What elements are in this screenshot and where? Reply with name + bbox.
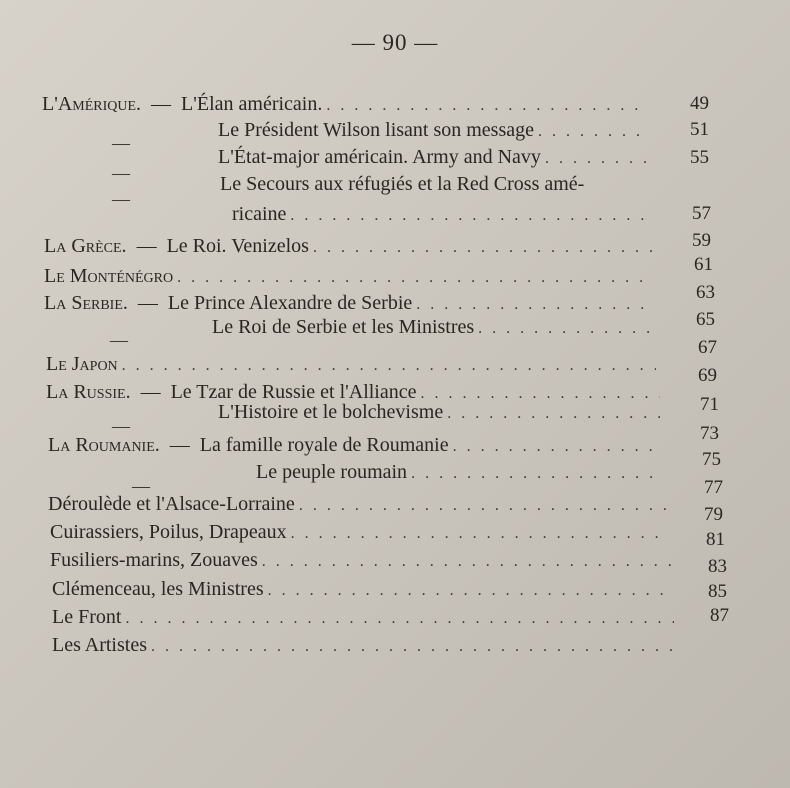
- toc-entry: [44, 264, 660, 290]
- entry-title: Clémenceau, les Ministres: [52, 578, 264, 600]
- toc-entry: [212, 315, 664, 341]
- dot-leader: [478, 317, 656, 341]
- dot-leader: [313, 236, 652, 260]
- entry-title: Le Roi de Serbie et les Ministres: [212, 316, 475, 338]
- toc-entry: [218, 118, 655, 144]
- country-name: La Grèce.: [44, 235, 127, 257]
- entry-title: Le Roi. Venizelos: [166, 235, 309, 257]
- entry-title: Les Artistes: [52, 634, 147, 656]
- separator-dash: —: [140, 381, 161, 403]
- entry-title: Le Président Wilson lisant son message: [218, 119, 535, 141]
- dot-leader: [538, 120, 647, 144]
- dot-leader: [262, 550, 672, 574]
- page-ref: 71: [700, 394, 719, 415]
- dot-leader: [411, 462, 664, 486]
- country-name: L'Amérique.: [42, 93, 142, 115]
- toc-entry: [232, 202, 660, 228]
- dot-leader: [299, 494, 668, 518]
- ditto-dash: —: [112, 416, 130, 436]
- entry-title: Le Prince Alexandre de Serbie: [167, 292, 413, 314]
- entry-title: L'Histoire et le bolchevisme: [218, 401, 444, 423]
- page-ref: 81: [706, 529, 725, 550]
- page-ref: 59: [692, 230, 711, 251]
- country-name: Le Monténégro: [44, 265, 174, 287]
- entry-title: Le peuple roumain: [256, 461, 408, 483]
- dot-leader: [122, 354, 656, 378]
- dot-leader: [291, 522, 668, 546]
- toc-entry: [52, 605, 682, 631]
- toc-entry: [42, 92, 655, 118]
- country-name: Le Japon: [46, 353, 118, 375]
- page-ref: 69: [698, 365, 717, 386]
- page-ref: 83: [708, 556, 727, 577]
- toc-entry: [50, 548, 680, 574]
- ditto-dash: —: [112, 133, 130, 153]
- toc-entry: [220, 172, 660, 196]
- country-name: La Serbie.: [44, 292, 128, 314]
- entry-title: ricaine: [232, 203, 287, 225]
- page-ref: 51: [690, 119, 709, 140]
- dot-leader: [453, 435, 662, 459]
- page-ref: 77: [704, 477, 723, 498]
- entry-title: Déroulède et l'Alsace-Lorraine: [48, 493, 295, 515]
- dot-leader: [326, 94, 647, 118]
- entry-title: Le Secours aux réfugiés et la Red Cross amé-: [220, 173, 585, 195]
- page-ref: 55: [690, 147, 709, 168]
- separator-dash: —: [136, 235, 157, 257]
- toc-entry: [218, 145, 655, 171]
- toc-entry: [52, 577, 682, 603]
- entry-title: Fusiliers-marins, Zouaves: [50, 549, 258, 571]
- entry-title: Cuirassiers, Poilus, Drapeaux: [50, 521, 287, 543]
- dot-leader: [290, 204, 652, 228]
- page-ref: 67: [698, 337, 717, 358]
- separator-dash: —: [169, 434, 190, 456]
- ditto-dash: —: [132, 476, 150, 496]
- page-ref: 73: [700, 423, 719, 444]
- page-ref: 85: [708, 581, 727, 602]
- entry-title: L'État-major américain. Army and Navy: [218, 146, 541, 168]
- ditto-dash: —: [112, 189, 130, 209]
- dot-leader: [545, 147, 647, 171]
- page-ref: 49: [690, 93, 709, 114]
- dot-leader: [151, 635, 678, 659]
- page-ref: 79: [704, 504, 723, 525]
- toc-entry: [46, 352, 664, 378]
- ditto-dash: —: [112, 163, 130, 183]
- entry-title: La famille royale de Roumanie: [199, 434, 449, 456]
- dot-leader: [125, 607, 674, 631]
- entry-title: L'Élan américain.: [181, 93, 323, 115]
- entry-title: Le Front: [52, 606, 122, 628]
- toc-entry: [218, 400, 668, 426]
- toc-entry: [44, 291, 660, 317]
- page-ref: 87: [710, 605, 729, 626]
- dot-leader: [268, 579, 674, 603]
- dot-leader: [447, 402, 660, 426]
- toc-entry: [48, 433, 670, 459]
- ditto-dash: —: [110, 330, 128, 350]
- dot-leader: [416, 293, 652, 317]
- page-ref: 61: [694, 254, 713, 275]
- separator-dash: —: [137, 292, 158, 314]
- toc-entry: [50, 520, 676, 546]
- country-name: La Roumanie.: [48, 434, 160, 456]
- entry-title: Le Tzar de Russie et l'Alliance: [170, 381, 417, 403]
- dot-leader: [177, 266, 652, 290]
- separator-dash: —: [151, 93, 172, 115]
- page-number: — 90 —: [351, 30, 439, 55]
- page-ref: 63: [696, 282, 715, 303]
- page-ref: 75: [702, 449, 721, 470]
- toc-entry: [44, 234, 660, 260]
- page-ref: 57: [692, 203, 711, 224]
- country-name: La Russie.: [46, 381, 131, 403]
- toc-entry: [52, 633, 686, 659]
- toc-entry: [48, 492, 676, 518]
- page-ref: 65: [696, 309, 715, 330]
- toc-entry: [256, 460, 672, 486]
